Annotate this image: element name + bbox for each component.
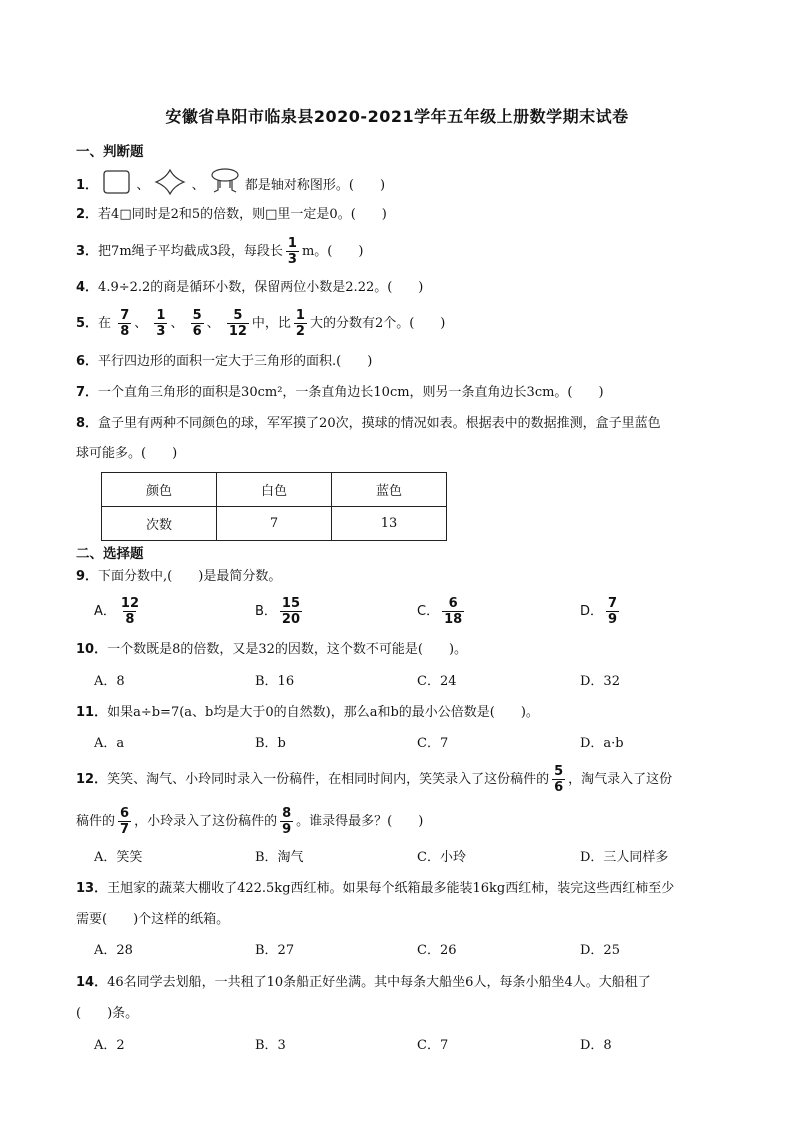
option-a[interactable]: A．a bbox=[94, 736, 125, 751]
diamond-icon bbox=[153, 168, 187, 203]
question-14-line2: ( )条。 bbox=[76, 1006, 139, 1021]
question-text: 都是轴对称图形。( ) bbox=[244, 178, 386, 193]
option-d[interactable]: D．a·b bbox=[580, 736, 624, 751]
option-d[interactable]: D．8 bbox=[580, 1038, 612, 1053]
question-number: 9． bbox=[76, 569, 99, 584]
option-d[interactable]: D．三人同样多 bbox=[580, 850, 669, 865]
question-text: 盒子里有两种不同颜色的球，军军摸了20次，摸球的情况如表。根据表中的数据推测，盒子里蓝色 bbox=[98, 416, 661, 431]
question-6 bbox=[76, 352, 372, 372]
question-number: 6． bbox=[76, 354, 99, 369]
table-cell: 7 bbox=[217, 507, 332, 541]
option-c[interactable]: C．26 bbox=[417, 943, 457, 958]
fraction bbox=[442, 596, 464, 627]
question-11 bbox=[76, 703, 539, 723]
question-5 bbox=[76, 308, 445, 339]
option-a[interactable]: A．28 bbox=[94, 943, 133, 958]
option-a[interactable]: A．8 bbox=[94, 674, 125, 689]
fraction bbox=[191, 308, 204, 339]
question-13 bbox=[76, 879, 674, 899]
denominator: 6 bbox=[554, 780, 564, 795]
fraction bbox=[606, 596, 619, 627]
fraction bbox=[118, 308, 131, 339]
square-icon bbox=[102, 169, 132, 202]
table-row bbox=[102, 507, 447, 541]
question-number: 8． bbox=[76, 416, 99, 431]
option-label: C． bbox=[417, 604, 440, 619]
page-title: 安徽省阜阳市临泉县2020-2021学年五年级上册数学期末试卷 bbox=[165, 107, 629, 126]
question-text: 笑笑、淘气、小玲同时录入一份稿件，在相同时间内，笑笑录入了这份稿件的 bbox=[107, 772, 550, 787]
question-1 bbox=[76, 168, 385, 203]
question-text: 平行四边形的面积一定大于三角形的面积.( ) bbox=[98, 354, 373, 369]
option-a[interactable] bbox=[94, 596, 144, 627]
question-text: 在 bbox=[98, 316, 112, 331]
question-number: 11． bbox=[76, 705, 108, 720]
fraction bbox=[280, 596, 302, 627]
question-13-line2: 需要( )个这样的纸箱。 bbox=[76, 912, 230, 927]
option-d[interactable]: D．32 bbox=[580, 674, 620, 689]
question-number: 13． bbox=[76, 881, 108, 896]
question-number: 4． bbox=[76, 280, 99, 295]
separator: 、 bbox=[170, 316, 184, 331]
numerator: 5 bbox=[554, 764, 564, 779]
question-text: 若4□同时是2和5的倍数，则□里一定是0。( ) bbox=[98, 207, 387, 222]
fraction bbox=[118, 806, 131, 837]
option-label: A． bbox=[94, 604, 116, 619]
table-cell: 颜色 bbox=[102, 473, 217, 507]
option-b[interactable]: B．b bbox=[255, 736, 286, 751]
question-12 bbox=[76, 764, 672, 795]
numerator: 1 bbox=[287, 236, 297, 251]
question-text: 把7m绳子平均截成3段，每段长 bbox=[98, 244, 283, 259]
question-number: 10． bbox=[76, 642, 108, 657]
section-judge-heading: 一、判断题 bbox=[76, 144, 144, 160]
table-row bbox=[102, 473, 447, 507]
question-text: 如果a÷b=7(a、b均是大于0的自然数)，那么a和b的最小公倍数是( )。 bbox=[107, 705, 539, 720]
question-text: 稿件的 bbox=[76, 814, 116, 829]
option-d[interactable] bbox=[580, 596, 622, 627]
denominator: 9 bbox=[608, 612, 618, 627]
denominator: 3 bbox=[287, 252, 297, 267]
question-10 bbox=[76, 640, 467, 660]
question-text: 46名同学去划船，一共租了10条船正好坐满。其中每条大船坐6人，每条小船坐4人。大船租了 bbox=[107, 975, 651, 990]
option-b[interactable]: B．16 bbox=[255, 674, 295, 689]
question-4 bbox=[76, 278, 423, 298]
numerator: 7 bbox=[608, 596, 618, 611]
denominator: 7 bbox=[120, 822, 130, 837]
fraction bbox=[280, 806, 293, 837]
option-c[interactable]: C．7 bbox=[417, 1038, 449, 1053]
fraction bbox=[227, 308, 249, 339]
option-a[interactable]: A．2 bbox=[94, 1038, 125, 1053]
question-number: 3． bbox=[76, 244, 99, 259]
question-number: 12． bbox=[76, 772, 108, 787]
fraction bbox=[154, 308, 167, 339]
fraction bbox=[286, 236, 299, 267]
question-text: ，小玲录入了这份稿件的 bbox=[134, 814, 278, 829]
numerator: 12 bbox=[120, 596, 139, 611]
numerator: 15 bbox=[281, 596, 301, 611]
option-b[interactable] bbox=[255, 596, 305, 627]
denominator: 6 bbox=[192, 324, 202, 339]
question-text: 一个直角三角形的面积是30cm²，一条直角边长10cm，则另一条直角边长3cm。( ) bbox=[98, 385, 604, 400]
question-9 bbox=[76, 567, 281, 587]
table-cell: 13 bbox=[332, 507, 447, 541]
question-text: 4.9÷2.2的商是循环小数，保留两位小数是2.22。( ) bbox=[98, 280, 424, 295]
numerator: 5 bbox=[233, 308, 243, 323]
fraction bbox=[294, 308, 307, 339]
fraction bbox=[119, 596, 141, 627]
denominator: 20 bbox=[281, 612, 301, 627]
question-12-line2 bbox=[76, 806, 423, 837]
separator: 、 bbox=[206, 316, 220, 331]
denominator: 8 bbox=[120, 324, 130, 339]
table-cell: 蓝色 bbox=[332, 473, 447, 507]
question-number: 2． bbox=[76, 207, 99, 222]
separator: 、 bbox=[134, 316, 148, 331]
option-c[interactable] bbox=[417, 596, 467, 627]
denominator: 12 bbox=[228, 324, 247, 339]
question-text: 。谁录得最多？( ) bbox=[296, 814, 424, 829]
question-text: 一个数既是8的倍数，又是32的因数，这个数不可能是( )。 bbox=[107, 642, 468, 657]
question-number: 14． bbox=[76, 975, 108, 990]
option-b[interactable]: B．3 bbox=[255, 1038, 286, 1053]
option-c[interactable]: C．24 bbox=[417, 674, 457, 689]
question-text: ，淘气录入了这份 bbox=[568, 772, 673, 787]
numerator: 5 bbox=[192, 308, 202, 323]
option-b[interactable]: B．27 bbox=[255, 943, 295, 958]
question-number: 1． bbox=[76, 178, 99, 193]
denominator: 2 bbox=[295, 324, 305, 339]
denominator: 9 bbox=[282, 822, 292, 837]
numerator: 7 bbox=[120, 308, 130, 323]
fraction bbox=[552, 764, 565, 795]
option-label: D． bbox=[580, 604, 604, 619]
question-text: 下面分数中,( )是最简分数。 bbox=[98, 569, 282, 584]
section-choice-heading: 二、选择题 bbox=[76, 546, 144, 562]
option-label: B． bbox=[255, 604, 277, 619]
question-text: 王旭家的蔬菜大棚收了422.5kg西红柿。如果每个纸箱最多能装16kg西红柿，装完这些西红柿至少 bbox=[107, 881, 675, 896]
table-cell: 次数 bbox=[102, 507, 217, 541]
numerator: 6 bbox=[448, 596, 458, 611]
ball-table bbox=[101, 472, 447, 541]
question-text: 大的分数有2个。( ) bbox=[309, 316, 446, 331]
table-cell: 白色 bbox=[217, 473, 332, 507]
question-8 bbox=[76, 414, 661, 434]
option-b[interactable]: B．淘气 bbox=[255, 850, 304, 865]
question-number: 5． bbox=[76, 316, 99, 331]
numerator: 6 bbox=[120, 806, 130, 821]
numerator: 1 bbox=[156, 308, 166, 323]
stool-icon bbox=[209, 168, 241, 203]
option-a[interactable]: A．笑笑 bbox=[94, 850, 143, 865]
question-8-line2: 球可能多。( ) bbox=[76, 446, 178, 461]
question-text: 中，比 bbox=[251, 316, 291, 331]
question-number: 7． bbox=[76, 385, 99, 400]
question-3 bbox=[76, 236, 363, 267]
denominator: 3 bbox=[156, 324, 166, 339]
numerator: 8 bbox=[282, 806, 292, 821]
question-text: m。( ) bbox=[301, 244, 364, 259]
separator: 、 bbox=[191, 178, 205, 193]
option-d[interactable]: D．25 bbox=[580, 943, 620, 958]
option-c[interactable]: C．7 bbox=[417, 736, 449, 751]
separator: 、 bbox=[136, 178, 150, 193]
question-7 bbox=[76, 383, 604, 403]
option-c[interactable]: C．小玲 bbox=[417, 850, 466, 865]
question-14 bbox=[76, 973, 651, 993]
denominator: 18 bbox=[444, 612, 463, 627]
question-2 bbox=[76, 205, 387, 225]
denominator: 8 bbox=[125, 612, 135, 627]
numerator: 1 bbox=[295, 308, 305, 323]
